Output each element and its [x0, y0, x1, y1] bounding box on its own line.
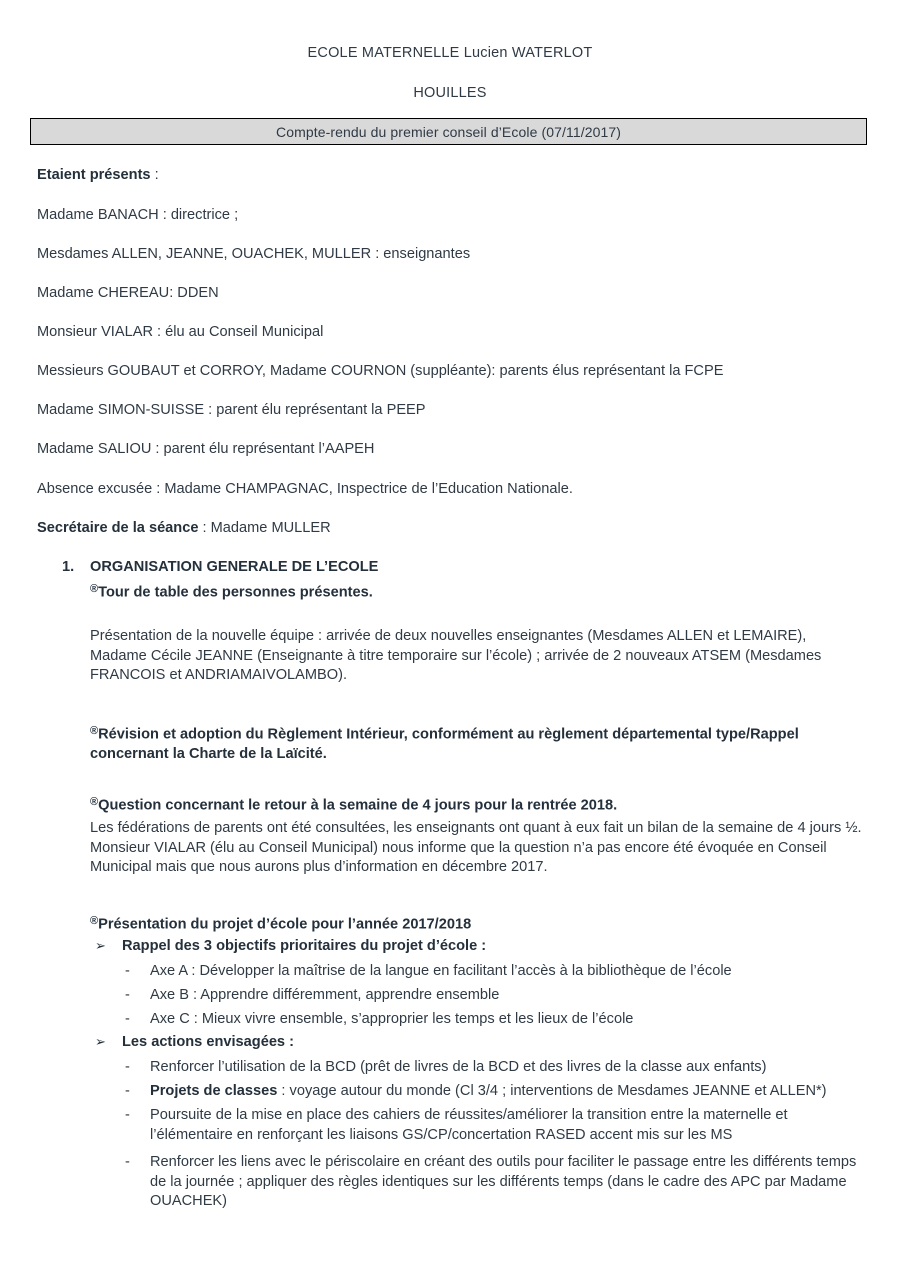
attendee-line: Madame SALIOU : parent élu représentant l’AAPEH	[37, 441, 375, 457]
action-item-text: Renforcer les liens avec le périscolaire en créant des outils pour faciliter le passage entre les différents temps de la journée ; appliquer des règles identiques sur les différents temps (dans le cadre des APC par Madame OUACHEK)	[150, 1154, 857, 1210]
city-name-heading: HOUILLES	[413, 85, 487, 101]
arrow-bullet-icon: ➢	[95, 939, 106, 954]
attendance-heading	[37, 167, 867, 183]
action-item-text: Poursuite de la mise en place des cahiers de réussites/améliorer la transition entre la maternelle et l’élémentaire en renforçant les liaisons GS/CP/concertation RASED accent mis sur les MS	[150, 1107, 788, 1143]
attendance-heading-colon: :	[150, 167, 159, 183]
secretary-line	[37, 520, 867, 536]
registered-bullet-icon: ®	[90, 583, 99, 595]
dash-bullet-icon: -	[125, 1083, 130, 1099]
school-name-heading: ECOLE MATERNELLE Lucien WATERLOT	[307, 45, 593, 61]
action-item	[125, 1082, 860, 1102]
action-item-bold-label: Projets de classes	[150, 1083, 278, 1099]
section-1-subheading-3	[90, 795, 870, 816]
actions-arrow-label: Les actions envisagées :	[122, 1034, 294, 1050]
section-1-subheading-2	[90, 724, 870, 764]
axis-item	[125, 1010, 860, 1030]
registered-bullet-icon: ®	[90, 725, 99, 737]
attendee-line: Madame BANACH : directrice ;	[37, 207, 239, 223]
document-title-box	[30, 118, 867, 145]
attendee-line: Monsieur VIALAR : élu au Conseil Municipal	[37, 324, 324, 340]
dash-bullet-icon: -	[125, 1107, 130, 1123]
dash-bullet-icon: -	[125, 1011, 130, 1027]
axis-item-text: Axe C : Mieux vivre ensemble, s’approprier les temps et les lieux de l’école	[150, 1011, 634, 1027]
axis-item-text: Axe B : Apprendre différemment, apprendre ensemble	[150, 987, 500, 1003]
action-item	[125, 1153, 860, 1212]
document-title-text: Compte-rendu du premier conseil d’Ecole (07/11/2017)	[275, 123, 621, 140]
attendee-line: Madame CHEREAU: DDEN	[37, 285, 219, 301]
section-1-paragraph-3: Les fédérations de parents ont été consultées, les enseignants ont quant à eux fait un bilan de la semaine de 4 jours ½. Monsieur VIALAR (élu au Conseil Municipal) nous informe que la question n’a pas encore été évoquée en Conseil Municipal mais que nous aurons plus d’information en décembre 2017.	[90, 820, 862, 876]
action-item-text: : voyage autour du monde (Cl 3/4 ; interventions de Mesdames JEANNE et ALLEN*)	[277, 1083, 827, 1099]
section-1-subheading-2-text: Révision et adoption du Règlement Intérieur, conformément au règlement départemental type/Rappel concernant la Charte de la Laïcité.	[90, 726, 799, 763]
attendee-line: Absence excusée : Madame CHAMPAGNAC, Inspectrice de l’Education Nationale.	[37, 481, 573, 497]
registered-bullet-icon: ®	[90, 796, 99, 808]
section-1-subheading-1-text: Tour de table des personnes présentes.	[98, 584, 373, 601]
axis-item	[125, 962, 860, 982]
section-1-number: 1.	[62, 559, 75, 575]
action-item-text-wrapper	[150, 1082, 860, 1102]
attendance-heading-label: Etaient présents	[37, 167, 151, 183]
axis-item-text: Axe A : Développer la maîtrise de la langue en facilitant l’accès à la bibliothèque de l’école	[150, 963, 732, 979]
action-item	[125, 1106, 860, 1145]
section-1-paragraph-1: Présentation de la nouvelle équipe : arrivée de deux nouvelles enseignantes (Mesdames ALLEN et LEMAIRE), Madame Cécile JEANNE (Enseignante à titre temporaire sur l’école) ; arrivée de 2 nouveaux ATSEM (Mesdames FRANCOIS et ANDRIAMAIVOLAMBO).	[90, 628, 822, 684]
section-1-subheading-4	[90, 914, 870, 935]
action-item-text: Renforcer l’utilisation de la BCD (prêt de livres de la BCD et des livres de la classe aux enfants)	[150, 1059, 767, 1075]
secretary-label: Secrétaire de la séance	[37, 520, 199, 536]
attendee-line: Mesdames ALLEN, JEANNE, OUACHEK, MULLER : enseignantes	[37, 246, 471, 262]
dash-bullet-icon: -	[125, 1059, 130, 1075]
arrow-bullet-icon: ➢	[95, 1035, 106, 1050]
section-1-title: ORGANISATION GENERALE DE L’ECOLE	[90, 559, 379, 575]
objectives-arrow-item	[95, 938, 855, 954]
section-1-subheading-4-text: Présentation du projet d’école pour l’année 2017/2018	[98, 916, 472, 933]
registered-bullet-icon: ®	[90, 915, 99, 927]
section-1-subheading-1	[90, 582, 870, 603]
section-1-subheading-3-text: Question concernant le retour à la semaine de 4 jours pour la rentrée 2018.	[98, 797, 618, 814]
objectives-arrow-label: Rappel des 3 objectifs prioritaires du projet d’école :	[122, 938, 487, 954]
axis-item	[125, 986, 860, 1006]
attendee-line: Messieurs GOUBAUT et CORROY, Madame COURNON (suppléante): parents élus représentant la FCPE	[37, 363, 724, 379]
dash-bullet-icon: -	[125, 987, 130, 1003]
action-item	[125, 1058, 860, 1078]
section-1-heading	[62, 559, 862, 575]
secretary-value: : Madame MULLER	[198, 520, 331, 536]
dash-bullet-icon: -	[125, 1154, 130, 1170]
dash-bullet-icon: -	[125, 963, 130, 979]
attendee-line: Madame SIMON-SUISSE : parent élu représentant la PEEP	[37, 402, 426, 418]
actions-arrow-item	[95, 1034, 855, 1050]
